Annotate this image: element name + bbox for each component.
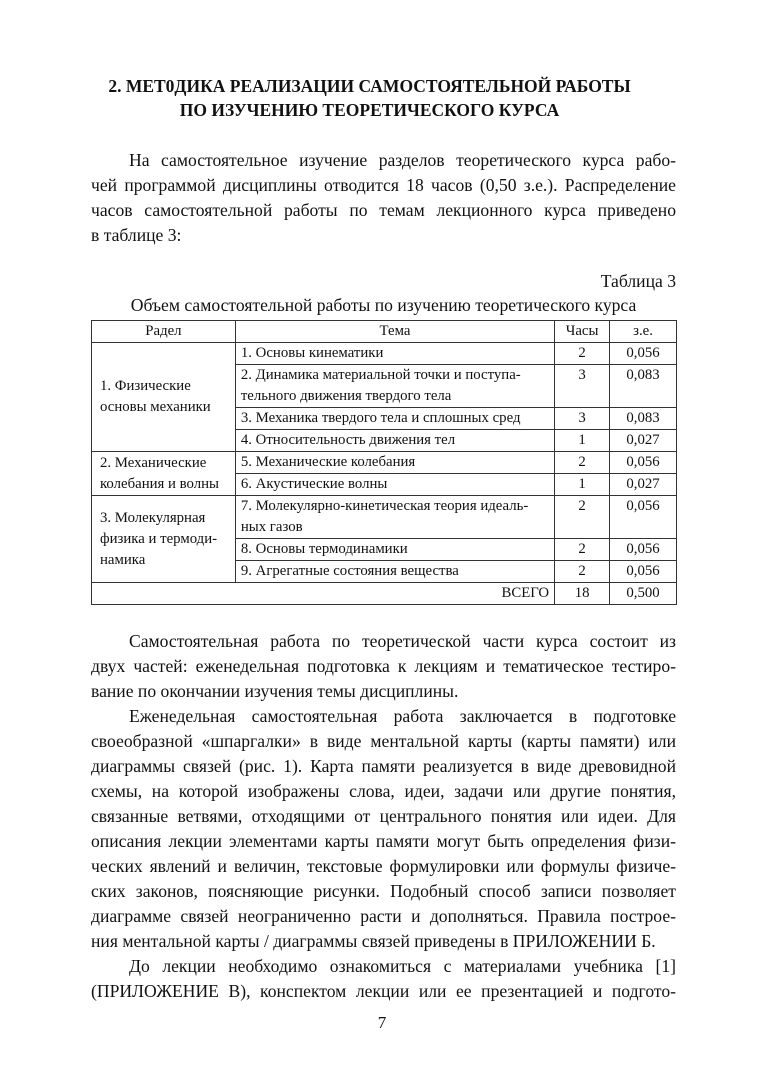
text-line: диаграмме связей неограниченно расти и дополняться. Правила построе- (91, 906, 676, 926)
intro-paragraph (91, 148, 676, 248)
body-paragraph-3 (91, 954, 676, 1004)
table-row (92, 452, 677, 474)
section-heading (91, 74, 648, 122)
heading-line-2: ПО ИЗУЧЕНИЮ ТЕОРЕТИЧЕСКОГО КУРСА (179, 100, 560, 120)
header-section: Радел (92, 321, 236, 343)
ze-cell: 0,083 (610, 408, 677, 430)
text-line: На самостоятельное изучение разделов теоретического курса рабо- (129, 150, 676, 170)
ze-cell: 0,027 (610, 430, 677, 452)
topic-cell: 5. Механические колебания (235, 452, 554, 474)
text-line: ния ментальной карты / диаграммы связей приведены в ПРИЛОЖЕНИИ Б. (91, 931, 656, 951)
text-line: ских законов, поясняющие рисунки. Подобный способ записи позволяет (91, 881, 676, 901)
table-row (92, 496, 677, 539)
hours-cell: 2 (555, 343, 610, 365)
ze-cell: 0,027 (610, 474, 677, 496)
total-label: ВСЕГО (92, 583, 555, 605)
section-cell: 2. Механические колебания и волны (92, 452, 236, 496)
body-paragraph-2 (91, 704, 676, 954)
text-line: До лекции необходимо ознакомиться с материалами учебника [1] (129, 956, 676, 976)
topic-cell: 7. Молекулярно-кинетическая теория идеаль-ных газов (235, 496, 554, 539)
text-line: часов самостоятельной работы по темам лекционного курса приведено (91, 200, 676, 220)
text-line: связанные ветвями, отходящими от центрального понятия или идеи. Для (91, 806, 676, 826)
table-number: Таблица 3 (600, 271, 676, 291)
topic-cell: 4. Относительность движения тел (235, 430, 554, 452)
hours-table (91, 320, 677, 605)
topic-cell: 3. Механика твердого тела и сплошных сред (235, 408, 554, 430)
hours-cell: 2 (555, 539, 610, 561)
header-ze: з.е. (610, 321, 677, 343)
text-line: своеобразной «шпаргалки» в виде ментальной карты (карты памяти) или (91, 731, 676, 751)
topic-cell: 2. Динамика материальной точки и поступа-тельного движения твердого тела (235, 365, 554, 408)
hours-cell: 3 (555, 365, 610, 408)
text-line: Самостоятельная работа по теоретической части курса состоит из (129, 631, 676, 651)
ze-cell: 0,056 (610, 343, 677, 365)
text-line: ческих явлений и величин, текстовые формулировки или формулы физиче- (91, 856, 676, 876)
ze-cell: 0,056 (610, 452, 677, 474)
hours-cell: 3 (555, 408, 610, 430)
header-topic: Тема (235, 321, 554, 343)
text-line: двух частей: еженедельная подготовка к лекциям и тематическое тестиро- (91, 656, 676, 676)
header-hours: Часы (555, 321, 610, 343)
ze-cell: 0,083 (610, 365, 677, 408)
text-line: схемы, на которой изображены слова, идеи, задачи или другие понятия, (91, 781, 676, 801)
total-ze: 0,500 (610, 583, 677, 605)
text-line: в таблице 3: (91, 225, 182, 245)
text-line: Еженедельная самостоятельная работа заключается в подготовке (129, 706, 676, 726)
ze-cell: 0,056 (610, 539, 677, 561)
hours-cell: 1 (555, 430, 610, 452)
text-line: чей программой дисциплины отводится 18 часов (0,50 з.е.). Распределение (91, 175, 676, 195)
table-row (92, 343, 677, 365)
hours-cell: 2 (555, 561, 610, 583)
section-cell: 1. Физические основы механики (92, 343, 236, 452)
table-title: Объем самостоятельной работы по изучению теоретического курса (130, 295, 637, 315)
ze-cell: 0,056 (610, 561, 677, 583)
topic-cell: 6. Акустические волны (235, 474, 554, 496)
total-row (92, 583, 677, 605)
topic-cell: 8. Основы термодинамики (235, 539, 554, 561)
topic-cell: 9. Агрегатные состояния вещества (235, 561, 554, 583)
table-header-row (92, 321, 677, 343)
hours-cell: 2 (555, 452, 610, 474)
page-number: 7 (377, 1013, 387, 1032)
topic-cell: 1. Основы кинематики (235, 343, 554, 365)
hours-cell: 2 (555, 496, 610, 539)
text-line: вание по окончании изучения темы дисциплины. (91, 681, 459, 701)
text-line: (ПРИЛОЖЕНИЕ В), конспектом лекции или ее презентацией и подгото- (91, 981, 676, 1001)
hours-cell: 1 (555, 474, 610, 496)
total-hours: 18 (555, 583, 610, 605)
text-line: диаграммы связей (рис. 1). Карта памяти реализуется в виде древовидной (91, 756, 676, 776)
body-paragraph-1 (91, 629, 676, 704)
text-line: описания лекции элементами карты памяти могут быть определения физи- (91, 831, 676, 851)
heading-line-1: 2. МЕТ0ДИКА РЕАЛИЗАЦИИ САМОСТОЯТЕЛЬНОЙ РАБОТЫ (108, 76, 631, 96)
ze-cell: 0,056 (610, 496, 677, 539)
section-cell: 3. Молекулярная физика и термоди-намика (92, 496, 236, 583)
